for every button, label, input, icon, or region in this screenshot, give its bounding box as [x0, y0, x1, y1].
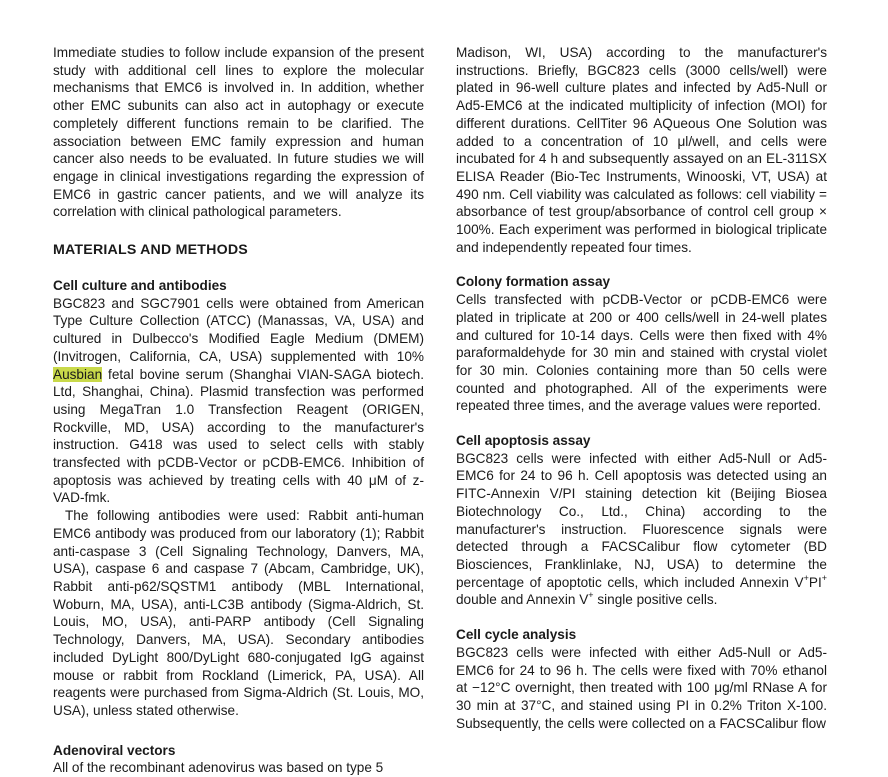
apoptosis-heading: Cell apoptosis assay	[456, 433, 591, 449]
apoptosis-text-3: double and Annexin V	[456, 592, 589, 608]
cell-culture-text-1: BGC823 and SGC7901 cells were obtained from American Type Culture Collection (ATCC) (Manassas, VA, USA) and cultured in Dulbecco's Modified Eagle Medium (DMEM) (Invitrogen, California, CA, USA) supplemented with 10%	[53, 295, 424, 364]
cell-culture-paragraph	[53, 295, 424, 507]
colony-paragraph: Cells transfected with pCDB-Vector or pCDB-EMC6 were plated in triplicate at 200 or 400 cells/well in 24-well plates and cultured for 10-14 days. Cells were then fixed with 4% paraformaldehyde for 30 min and stained with crystal violet for 30 min. Colonies containing more than 50 cells were counted and photographed. All of the experiments were repeated three times, and the average values were reported.	[456, 292, 827, 414]
viability-paragraph: Madison, WI, USA) according to the manufacturer's instructions. Briefly, BGC823 cells (3000 cells/well) were plated in 96-well culture plates and infected by Ad5-Null or Ad5-EMC6 at the indicated multiplicity of infection (MOI) for different durations. CellTiter 96 AQueous One Solution was added to a concentration of 10 μl/well, and cells were incubated for 4 h and subsequently assayed on an EL-311SX ELISA Reader (Bio-Tec Instruments, Winooski, VT, USA) at 490 nm. Cell viability was calculated as follows: cell viability = absorbance of test group/absorbance of control cell group × 100%. Each experiment was performed in biological triplicate and independently repeated four times.	[456, 45, 827, 255]
apoptosis-text-2: PI	[808, 574, 822, 590]
left-column	[53, 44, 424, 777]
colony-heading: Colony formation assay	[456, 274, 611, 290]
superscript: +	[803, 572, 809, 583]
apoptosis-text-4: single positive cells.	[593, 592, 718, 608]
adenoviral-heading: Adenoviral vectors	[53, 742, 176, 758]
cell-cycle-paragraph: BGC823 cells were infected with either Ad5-Null or Ad5-EMC6 for 24 to 96 h. The cells were fixed with 70% ethanol at −12°C overnight, then treated with 100 μg/ml RNase A for 30 min at 37°C, and stained using PI in 0.2% Triton X-100. Subsequently, the cells were collected on a FACSCalibur flow	[456, 644, 827, 731]
cell-culture-text-2: fetal bovine serum (Shanghai VIAN-SAGA biotech. Ltd, Shanghai, China). Plasmid transfection was performed using MegaTran 1.0 Transfection Reagent (ORIGEN, Rockville, MD, USA) according to the manufacturer's instruction. G418 was used to select cells with stably transfected with pCDB-Vector or pCDB-EMC6. Inhibition of apoptosis was achieved by treating cells with 40 μM of z-VAD-fmk.	[53, 366, 424, 506]
antibodies-paragraph: The following antibodies were used: Rabbit anti-human EMC6 antibody was produced from our laboratory (1); Rabbit anti-caspase 3 (Cell Signaling Technology, Danvers, MA, USA), caspase 6 and caspase 7 (Abcam, Cambridge, UK), Rabbit anti-p62/SQSTM1 antibody (MBL International, Woburn, MA, USA), anti-LC3B antibody (Sigma-Aldrich, St. Louis, MO, USA), anti-PARP antibody (Cell Signaling Technology, Danvers, MA, USA). Secondary antibodies included DyLight 800/DyLight 680-conjugated IgG against mouse or rabbit from Rockland (Limerick, PA, USA). All reagents were purchased from Sigma-Aldrich (St. Louis, MO, USA), unless stated otherwise.	[53, 508, 424, 718]
highlighted-text: Ausbian	[53, 366, 103, 382]
cell-cycle-heading: Cell cycle analysis	[456, 627, 577, 643]
intro-paragraph: Immediate studies to follow include expansion of the present study with additional cell lines to explore the molecular mechanisms that EMC6 is involved in. In addition, whether other EMC subunits can also act in autophagy or execute completely different functions remain to be clarified. The association between EMC family expression and human cancer also needs to be evaluated. In future studies we will engage in clinical investigations regarding the expression of EMC6 in gastric cancer patients, and we will analyze its correlation with clinical pathological parameters.	[53, 45, 424, 220]
apoptosis-paragraph	[456, 450, 827, 609]
apoptosis-text-1: BGC823 cells were infected with either Ad5-Null or Ad5-EMC6 for 24 to 96 h. Cell apoptosis was detected using an FITC-Annexin V/PI staining detection kit (Beijing Biosea Biotechnology Co., Ltd., China) according to the manufacturer's instruction. Fluorescence signals were detected through a FACSCalibur flow cytometer (BD Biosciences, Franklinlake, NJ, USA) to determine the percentage of apoptotic cells, which included Annexin V	[456, 450, 827, 590]
materials-methods-heading: MATERIALS AND METHODS	[53, 242, 248, 259]
superscript: +	[821, 572, 827, 583]
right-column	[456, 44, 827, 732]
superscript: +	[588, 590, 594, 601]
adenoviral-paragraph: All of the recombinant adenovirus was based on type 5	[53, 760, 384, 776]
cell-culture-heading: Cell culture and antibodies	[53, 278, 227, 294]
